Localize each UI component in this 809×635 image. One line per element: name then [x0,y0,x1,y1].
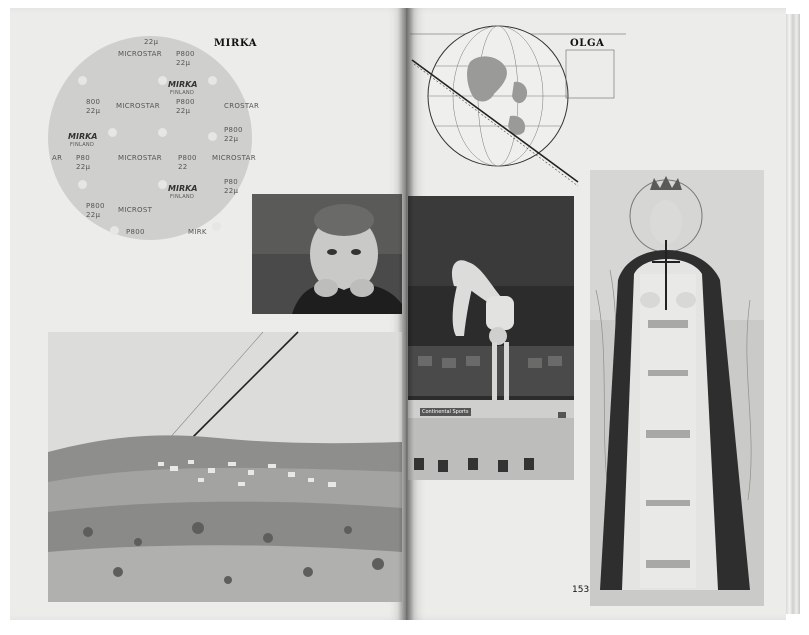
disc-brand-logo: MIRKA [68,132,98,141]
disc-hole [158,128,167,137]
disc-hole [212,222,221,231]
disc-micron-text: 22µ [176,107,191,115]
disc-brand-logo: MIRKA [168,80,198,89]
disc-hole [208,76,217,85]
disc-micron-cut-text: 22µ [76,163,91,171]
disc-hole [158,180,167,189]
disc-product-text: MICROSTAR [116,102,160,110]
disc-product-cut-text: MICROST [118,206,153,214]
disc-grit-text: P800 [224,126,243,134]
disc-brand-cut-text: MIRK [188,228,207,236]
disc-grit-cut-text: P80 [224,178,239,186]
disc-brand-logo: MIRKA [168,184,198,193]
disc-sub-text: FINLAND [170,90,195,96]
boy-portrait-photo [252,194,402,314]
disc-product-cut-text: CROSTAR [224,102,260,110]
disc-product-cut-text: AR [52,154,63,162]
disc-grit-cut-text: 800 [86,98,101,106]
section-name-olga: OLGA [570,38,605,49]
disc-hole [110,226,119,235]
disc-micron-text: 22µ [86,211,101,219]
disc-product-text: MICROSTAR [118,50,162,58]
disc-hole [158,76,167,85]
disc-product-cut-text: MICROSTAR [212,154,256,162]
disc-hole [208,132,217,141]
saint-olga-icon-painting [590,170,764,606]
disc-grit-text: P800 [176,98,195,106]
disc-micron-text: 22µ [144,38,159,46]
disc-grit-cut-text: P80 [76,154,91,162]
disc-sub-text: FINLAND [170,194,195,200]
section-name-mirka: MIRKA [214,38,258,49]
disc-grit-text: P800 [126,228,145,236]
sanding-disc-image [48,36,260,240]
disc-hole [78,76,87,85]
page-edges [786,14,800,614]
disc-grit-text: P800 [178,154,197,162]
disc-hole [108,128,117,137]
sponsor-banner: Continental Sports [422,409,469,415]
globe-illustration [410,32,600,192]
disc-grit-text: P800 [176,50,195,58]
book-spine-shadow [398,8,414,620]
disc-micron-cut-text: 22 [178,163,188,171]
disc-sub-text: FINLAND [70,142,95,148]
disc-micron-text: 22µ [224,135,239,143]
disc-micron-text: 22µ [176,59,191,67]
disc-product-text: MICROSTAR [118,154,162,162]
disc-micron-text: 22µ [224,187,239,195]
page-number: 153 [572,585,590,595]
disc-grit-text: P800 [86,202,105,210]
left-page [10,8,406,620]
village-landscape-photo [48,332,402,602]
gymnast-photo [408,196,574,480]
disc-hole [78,180,87,189]
disc-micron-cut-text: 22µ [86,107,101,115]
right-page [406,8,786,620]
